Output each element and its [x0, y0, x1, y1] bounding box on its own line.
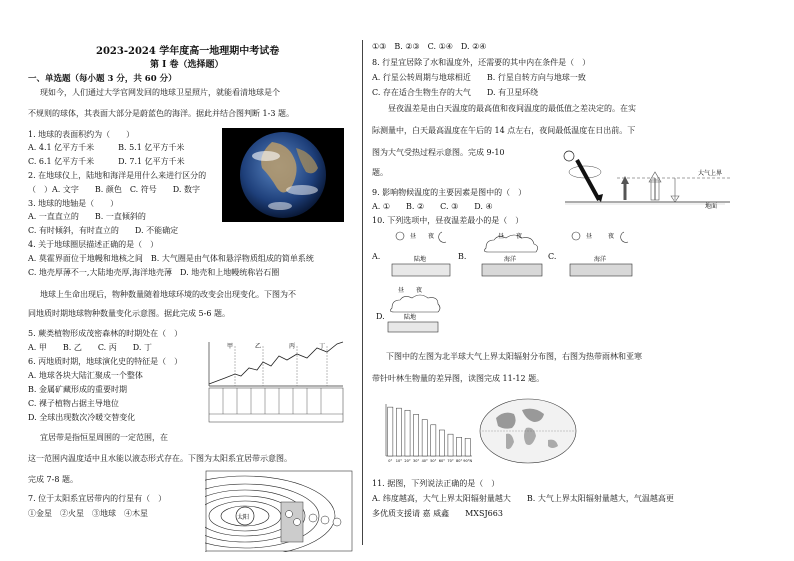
question-3-options-ab: A. 一直直立的 B. 一直倾斜的 [28, 212, 146, 221]
question-7-answers: ①③ B. ②③ C. ①④ D. ②④ [372, 42, 487, 51]
x-tick-label: 50° [430, 459, 437, 463]
habitable-zone-diagram [205, 470, 353, 552]
question-9: 9. 影响物候温度的主要因素是图中的（ ） [372, 188, 527, 197]
question-4-options-cd: C. 地壳厚薄不一,大陆地壳厚,海洋地壳薄 D. 地壳和上地幔统称岩石圈 [28, 268, 280, 277]
x-tick-label: 10° [395, 459, 403, 463]
question-6: 6. 丙地质时期，地球演化史的特征是（ ） [28, 357, 183, 366]
bar [465, 438, 470, 456]
label-jia: 甲 [227, 343, 234, 350]
label-ding: 丁 [319, 343, 326, 350]
question-5-options: A. 甲 B. 乙 C. 丙 D. 丁 [28, 343, 152, 352]
bar [439, 430, 444, 456]
question-11-option-ab: A. 纬度越高，大气上界太阳辐射量越大 B. 大气上界太阳辐射量越大，气温越高更 [372, 494, 674, 503]
option-c-label: C. [548, 252, 557, 261]
intro-text: 题。 [372, 168, 388, 177]
question-8-options-ab: A. 行星公转周期与地球相近 B. 行星自转方向与地球一致 [372, 73, 586, 82]
intro-text: 地球上生命出现后，物种数量随着地球环境的改变会出现变化。下图为不 [40, 290, 296, 299]
option-d-label: D. [376, 312, 385, 321]
x-tick-label: 30° [412, 459, 420, 463]
night-label: 夜 [428, 233, 435, 240]
day-label: 昼 [586, 233, 593, 240]
option-a-label: A. [372, 252, 381, 261]
bar [448, 434, 453, 456]
x-tick-label: 0° [388, 459, 393, 463]
biomass-world-map [478, 396, 578, 466]
option-a-diagram [388, 226, 454, 282]
question-6-option-a: A. 地球各块大陆汇聚成一个整体 [28, 371, 143, 380]
question-7: 7. 位于太阳系宜居带内的行星有（ ） [28, 494, 167, 503]
question-4-options-ab: A. 莫霍界面位于地幔和地核之间 B. 大气圈是由气体和悬浮物质组成的简单系统 [28, 254, 314, 263]
intro-text: 不规则的球体，其表面大部分是蔚蓝色的海洋。据此并结合图判断 1-3 题。 [28, 109, 294, 118]
question-7-options: ①金星 ②火星 ③地球 ④木星 [28, 509, 148, 518]
x-tick-label: 60° [438, 459, 446, 463]
question-2-options: （ ）A. 文字 B. 颜色 C. 符号 D. 数字 [28, 185, 200, 194]
bar [405, 410, 410, 456]
intro-text: 带针叶林生物量的差异图，读图完成 11-12 题。 [372, 374, 545, 383]
x-tick-label: 80° [455, 459, 463, 463]
day-label: 昼 [498, 233, 505, 240]
sea-label: 海洋 [504, 256, 517, 263]
question-3-options-cd: C. 有时倾斜，有时直立的 D. 不能确定 [28, 226, 179, 235]
intro-text: 完成 7-8 题。 [28, 475, 78, 484]
question-8: 8. 行星宜居除了水和温度外，还需要的其中内在条件是（ ） [372, 58, 591, 67]
solar-radiation-chart [376, 396, 476, 468]
question-9-options: A. ① B. ② C. ③ D. ④ [372, 202, 493, 211]
question-1-options-ab: A. 4.1 亿平方千米 B. 5.1 亿平方千米 [28, 143, 185, 152]
bar [388, 407, 393, 456]
night-label: 夜 [516, 233, 523, 240]
label-yi: 乙 [255, 343, 262, 350]
part-one-title: 第 I 卷（选择题） [150, 60, 224, 70]
section-heading: 一、单选题（每小题 3 分，共 60 分） [28, 74, 177, 84]
intro-text: 宜居带是指恒星周围的一定范围，在 [40, 433, 168, 442]
bar [414, 414, 419, 456]
question-10: 10. 下列选项中，昼夜温差最小的是（ ） [372, 216, 524, 225]
bar [457, 437, 462, 456]
question-6-option-d: D. 全球出现数次冷暖交替变化 [28, 413, 136, 422]
question-5: 5. 蕨类植物形成茂密森林的时期处在（ ） [28, 329, 183, 338]
bar [396, 408, 401, 456]
exam-title: 2023-2024 学年度高一地理期中考试卷 [96, 46, 280, 57]
sea-label: 海洋 [594, 256, 607, 263]
earth-photo [222, 128, 344, 222]
intro-text: 际测量中，白天最高温度在午后的 14 点左右，夜间最低温度在日出前。下 [372, 126, 636, 135]
question-6-option-c: C. 裸子植物占据主导地位 [28, 399, 119, 408]
intro-text: 现如今，人们通过大学官网发回的地球卫星照片，就能看清地球是个 [40, 88, 280, 97]
night-label: 夜 [416, 287, 423, 294]
x-tick-label: 20° [404, 459, 411, 463]
column-divider [362, 40, 363, 545]
question-1: 1. 地球的表面积约为（ ） [28, 130, 135, 139]
option-b-label: B. [458, 252, 467, 261]
option-d-diagram [384, 284, 446, 336]
x-tick-label: 40° [421, 459, 428, 463]
day-label: 昼 [398, 287, 405, 294]
footer-text: 多优质支援请 嘉 威鑫 MXSJ663 [372, 509, 503, 518]
question-6-option-b: B. 金属矿藏形成的重要时期 [28, 385, 127, 394]
question-3: 3. 地球的地轴是（ ） [28, 199, 119, 208]
land-label: 陆地 [414, 256, 427, 263]
night-label: 夜 [608, 233, 615, 240]
bar [422, 420, 427, 456]
species-history-chart [205, 338, 347, 428]
x-tick-label: 90°N [463, 459, 473, 463]
day-label: 昼 [410, 233, 417, 240]
option-b-diagram [476, 226, 546, 282]
atmosphere-heating-diagram [555, 148, 735, 210]
intro-text: 下图中的左图为北半球大气上界太阳辐射分布图，右图为热带雨林和亚寒 [386, 352, 642, 361]
land-label: 陆地 [404, 314, 417, 321]
intro-text: 昼夜温差是由白天温度的最高值和夜间温度的最低值之差决定的。在实 [388, 104, 636, 113]
ground-label: 地面 [705, 203, 718, 210]
intro-text: 同地质时期地球物种数量变化示意图。据此完成 5-6 题。 [28, 309, 230, 318]
question-1-options-cd: C. 6.1 亿平方千米 D. 7.1 亿平方千米 [28, 157, 185, 166]
sun-label: 太阳 [237, 514, 250, 521]
intro-text: 图为大气受热过程示意图。完成 9-10 [372, 148, 505, 157]
intro-text: 这一范围内温度适中且水能以液态形式存在。下图为太阳系宜居带示意图。 [28, 454, 292, 463]
question-11: 11. 据图，下列说法正确的是（ ） [372, 479, 500, 488]
question-2: 2. 在地球仪上，陆地和海洋是用什么来进行区分的 [28, 171, 207, 180]
question-4: 4. 关于地球圈层描述正确的是（ ） [28, 240, 159, 249]
label-bing: 丙 [289, 343, 296, 350]
x-tick-label: 70° [447, 459, 454, 463]
question-8-options-cd: C. 存在适合生物生存的大气 D. 有卫星环绕 [372, 88, 539, 97]
atm-top-label: 大气上界 [698, 170, 723, 177]
bar [431, 425, 436, 456]
option-c-diagram [564, 226, 638, 282]
